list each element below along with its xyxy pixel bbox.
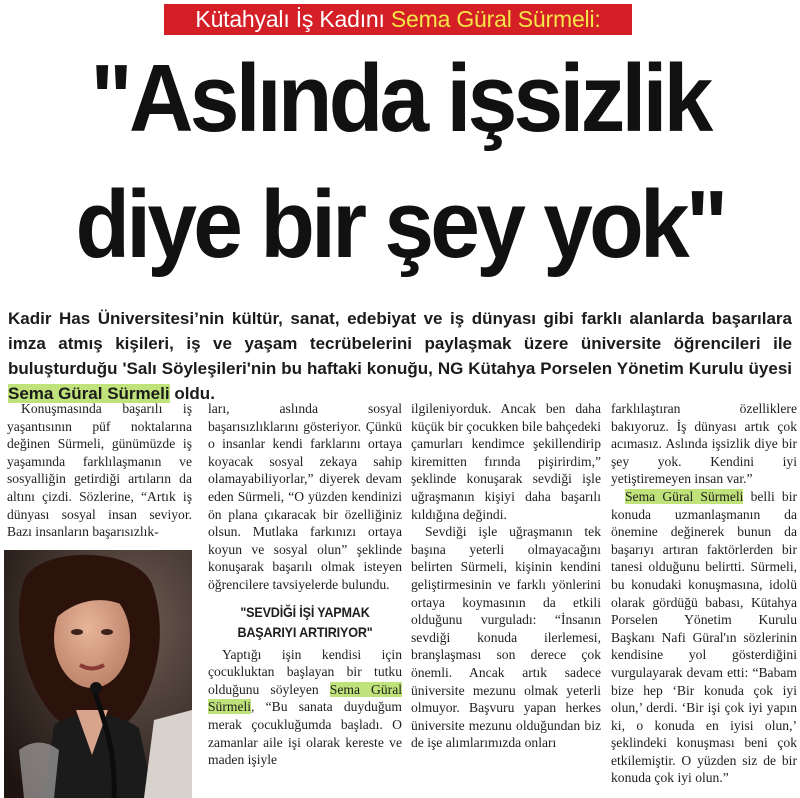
column-2-paragraph-2: Yaptığı işin kendisi için çocukluktan başlayan bir tutku olduğunu söyleyen Sema Güral Sürmeli, “Bu sanata duyduğum merak çocukluğumda başladı. O zamanlar aile işi olarak kereste ve maden işiyle: [208, 646, 402, 768]
column-1-paragraph: Konuşmasında başarılı iş yaşantısının püf noktalarına değinen Sürmeli, günümüzde iş yaşamında farklılaşmanın ve sosyalliğin getirdiği artıların da altını çizdi. Sözlerine, “Artık iş dünyası sosyal insan seviyor. Bazı insanların başarısızlık-: [7, 401, 192, 540]
highlight-name: Sema Güral Sürmeli: [625, 488, 744, 504]
column-4-paragraph-2: Sema Güral Sürmeli belli bir konuda uzmanlaşmanın da önemine değinerek bunun da başarıyı artıran faktörlerden bir tanesi olduğunu belirtti. Sürmeli, bu konudaki konuşmasına, idolü olarak gördüğü babası, Kütahya Porselen Yönetim Kurulu Başkanı Nafi Güral'ın sözlerinin kendisine yol gösterdiğini vurgulayarak devam etti: “Babam bize hep ‘Bir konuda çok iyi olun,’ derdi. ‘Bir işi çok iyi yapın ki, o konuda en iyisi olun,’ şeklindeki konuşması beni çok etkilemiştir. O yüzden siz de bir konuda çok iyi olun.”: [611, 488, 797, 786]
column-3-paragraph-1: ilgileniyorduk. Ancak ben daha küçük bir çocukken bile bahçedeki çamurları kendimce şekillendirip kiremitten fırında pişirirdim,” şeklinde konuşarak sevdiği işle uğraşmanın kişiyi daha başarılı kıldığına değindi.: [411, 401, 601, 522]
headline-line-1: "Aslında işsizlik: [90, 45, 710, 152]
kicker-banner: [164, 4, 632, 35]
subheading: [218, 602, 393, 642]
column-4-paragraph-1: farklılaştıran özelliklere bakıyoruz. İş dünyası artık çok acımasız. Aslında işsizlik diye bir şey yok. Kendini iyi yetiştiremeyen insan var.”: [611, 401, 797, 487]
lede-end: oldu.: [174, 384, 215, 403]
article-column-1: [7, 400, 192, 541]
headline-line-2: diye bir şey yok": [75, 171, 725, 278]
article-column-3: [411, 400, 601, 752]
portrait-illustration: [4, 550, 192, 798]
lede-paragraph: [8, 306, 792, 406]
kicker-name: Sema Güral Sürmeli:: [390, 6, 601, 32]
lede-text: Kadir Has Üniversitesi’nin kültür, sanat, edebiyat ve iş dünyası gibi farklı alanlarda başarılara imza atmış kişileri, iş ve yaşam tecrübelerini paylaşmak üzere üniversite öğrencileri ile buluşturduğu 'Salı Söyleşileri'nin bu haftaki konuğu, NG Kütahya Porselen Yönetim Kurulu üyesi: [8, 309, 792, 378]
article-column-4: [611, 400, 797, 787]
portrait-photo: [4, 550, 192, 798]
column-3-paragraph-2: Sevdiği işle uğraşmanın tek başına yeterli olmayacağını belirten Sürmeli, kişinin kendini geliştirmesinin ve farklı yönlerini ortaya koymasının da etkili olduğunu vurguladı: “İnsanın sevdiği konuda ilerlemesi, branşlaşması son derece çok önemli. Ancak artık sadece üniversite mezunu olmak yeterli olmuyor. Başvuru yapan herkes üniversite mezunu olduğundan biz de işe alımlarımızda onları: [411, 524, 601, 751]
article-column-2: [208, 400, 402, 769]
subheading-line-1: "SEVDİĞİ İŞİ YAPMAK: [240, 603, 370, 620]
kicker-lead: Kütahyalı İş Kadını: [195, 6, 385, 32]
lede-highlight-name: Sema Güral Sürmeli: [8, 384, 170, 403]
highlight-name: Sema Güral Sürmeli: [208, 681, 402, 715]
subheading-line-2: BAŞARIYI ARTIRIYOR": [237, 623, 373, 640]
column-2-paragraph-1: ları, aslında sosyal başarısızlıklarını gösteriyor. Çünkü o insanlar kendi farklarını ortaya koyacak sosyal zekaya sahip olamayabiliyorlar,” diyerek devam eden Sürmeli, “O yüzden kendinizi ön plana çıkaracak bir özelliğiniz olsun. Mutlaka farkınızı ortaya koyun ve sosyal olun” şeklinde konuşarak başarılı olmak isteyen öğrencilere tavsiyelerde bulundu.: [208, 401, 402, 592]
